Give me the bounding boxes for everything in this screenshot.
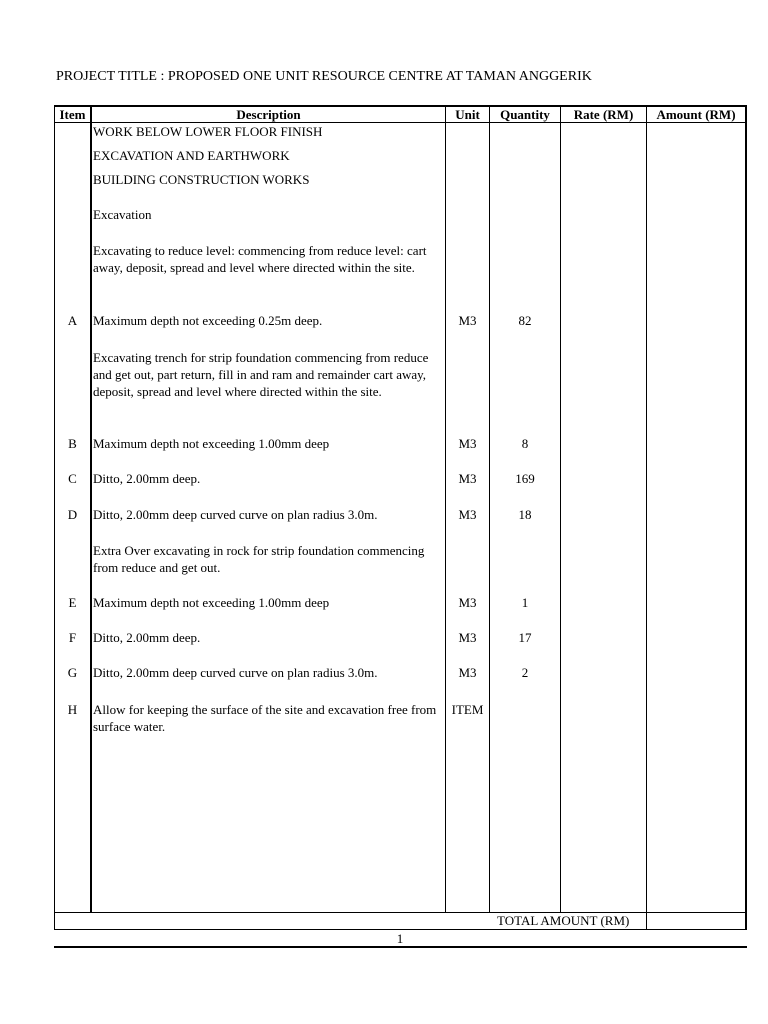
item-unit: M3 bbox=[458, 471, 477, 486]
header-quantity: Quantity bbox=[500, 107, 550, 122]
description-paragraph: Extra Over excavating in rock for strip foundation commencing from reduce and get out. bbox=[93, 543, 425, 575]
item-quantity: 17 bbox=[518, 630, 532, 645]
header-item: Item bbox=[59, 107, 86, 122]
item-code: C bbox=[68, 471, 77, 486]
item-code: D bbox=[67, 507, 78, 522]
subsection-heading: Excavation bbox=[93, 207, 152, 222]
item-code: F bbox=[68, 630, 77, 645]
item-description: Ditto, 2.00mm deep curved curve on plan radius 3.0m. bbox=[93, 665, 378, 680]
item-description: Maximum depth not exceeding 1.00mm deep bbox=[93, 436, 330, 451]
item-description: Allow for keeping the surface of the site and excavation free from surface water. bbox=[93, 702, 437, 734]
page-number: 1 bbox=[396, 931, 404, 946]
item-quantity: 8 bbox=[521, 436, 529, 451]
item-quantity: 2 bbox=[521, 665, 529, 680]
item-unit: M3 bbox=[458, 507, 477, 522]
item-description: Maximum depth not exceeding 0.25m deep. bbox=[93, 313, 323, 328]
item-unit: M3 bbox=[458, 436, 477, 451]
item-description: Maximum depth not exceeding 1.00mm deep bbox=[93, 595, 330, 610]
item-quantity: 1 bbox=[521, 595, 529, 610]
item-code: G bbox=[67, 665, 78, 680]
project-title: PROJECT TITLE : PROPOSED ONE UNIT RESOURCE CENTRE AT TAMAN ANGGERIK bbox=[56, 69, 592, 84]
section-heading: WORK BELOW LOWER FLOOR FINISH bbox=[93, 124, 323, 139]
item-code: E bbox=[68, 595, 77, 610]
header-rate: Rate (RM) bbox=[573, 107, 634, 122]
item-unit: M3 bbox=[458, 630, 477, 645]
column-divider-rate bbox=[646, 105, 647, 930]
description-paragraph: Excavating to reduce level: commencing from reduce level: cart away, deposit, spread and level where directed within the site. bbox=[93, 243, 427, 275]
column-divider-item bbox=[90, 105, 92, 913]
item-unit: M3 bbox=[458, 595, 477, 610]
item-code: H bbox=[67, 702, 78, 717]
item-code: A bbox=[67, 313, 78, 328]
header-amount: Amount (RM) bbox=[656, 107, 736, 122]
header-description: Description bbox=[236, 107, 301, 122]
item-description: Ditto, 2.00mm deep. bbox=[93, 630, 201, 645]
total-amount-label: TOTAL AMOUNT (RM) bbox=[497, 913, 630, 928]
table-right-border bbox=[745, 105, 747, 930]
item-code: B bbox=[68, 436, 77, 451]
item-unit: M3 bbox=[458, 665, 477, 680]
section-heading: BUILDING CONSTRUCTION WORKS bbox=[93, 172, 310, 187]
body-bottom-border bbox=[54, 912, 747, 913]
item-quantity: 82 bbox=[518, 313, 532, 328]
item-unit: M3 bbox=[458, 313, 477, 328]
column-divider-quantity bbox=[560, 105, 561, 913]
item-quantity: 18 bbox=[518, 507, 532, 522]
item-description: Ditto, 2.00mm deep. bbox=[93, 471, 201, 486]
item-description: Ditto, 2.00mm deep curved curve on plan radius 3.0m. bbox=[93, 507, 378, 522]
item-quantity: 169 bbox=[515, 471, 535, 486]
description-paragraph: Excavating trench for strip foundation commencing from reduce and get out, part return, fill in and ram and remainder cart away, deposit, spread and level where directed within the site. bbox=[93, 350, 429, 399]
header-unit: Unit bbox=[455, 107, 480, 122]
item-unit: ITEM bbox=[451, 702, 484, 717]
section-heading: EXCAVATION AND EARTHWORK bbox=[93, 148, 290, 163]
